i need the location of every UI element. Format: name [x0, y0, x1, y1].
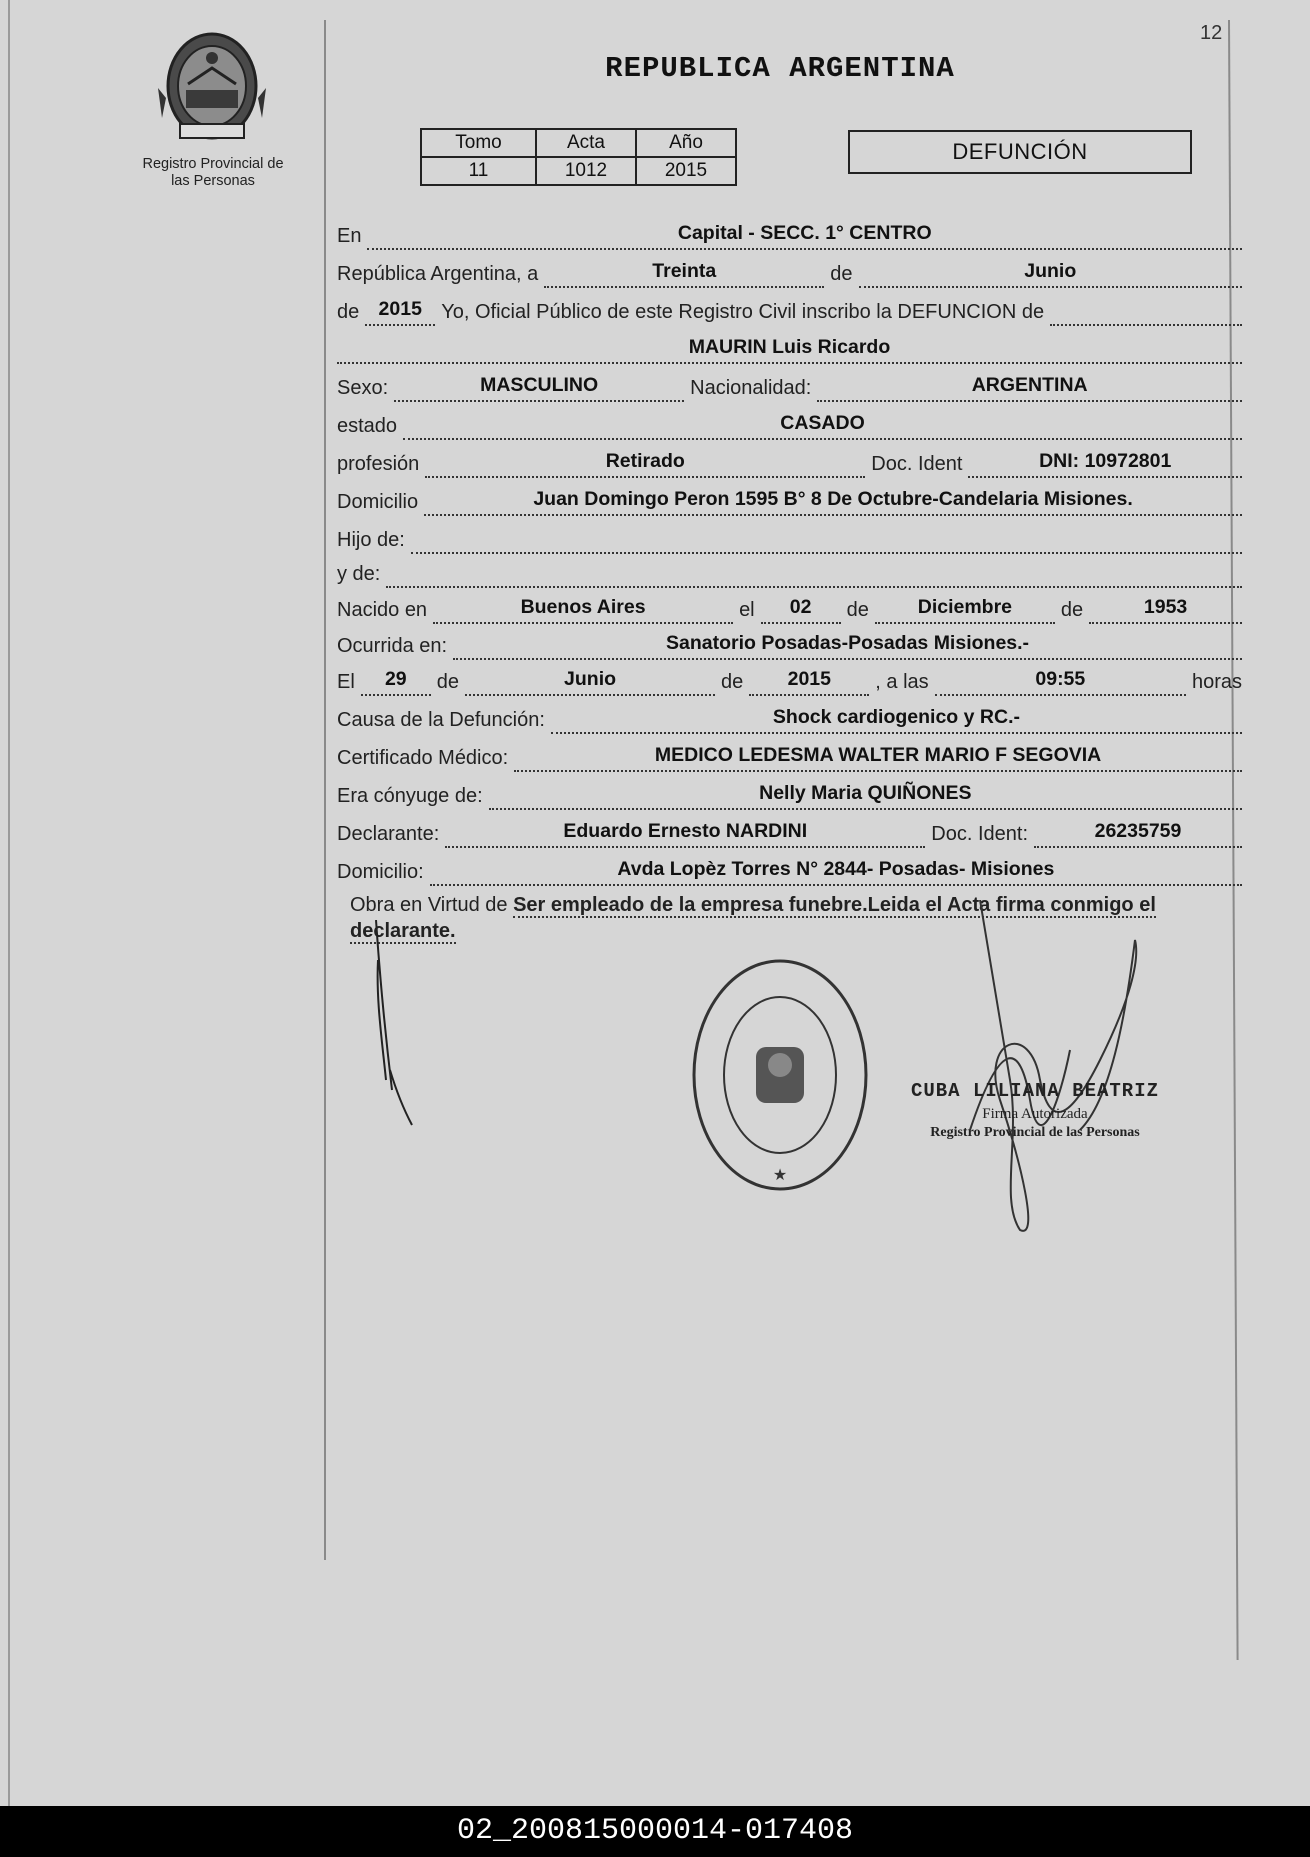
svg-text:★: ★ [772, 1165, 788, 1184]
signer-org: Registro Provincial de las Personas [930, 1125, 1140, 1140]
ocurrida-label: Ocurrida en: [337, 635, 448, 657]
doc2-field: 26235759 [1034, 820, 1242, 848]
yde-label: y de: [337, 563, 381, 585]
mes-field: Junio [859, 260, 1243, 288]
anio-header: Año [636, 129, 736, 157]
hijo-label: Hijo de: [337, 529, 405, 551]
doc-ident-field: DNI: 10972801 [968, 450, 1242, 478]
logo-caption-line1: Registro Provincial de [142, 156, 284, 172]
dia-letras-field: Treinta [544, 260, 824, 288]
row-inscribo [337, 292, 1242, 326]
margin-line [324, 20, 326, 1560]
domicilio-field: Juan Domingo Peron 1595 B° 8 De Octubre-Candelaria Misiones. [424, 488, 1242, 516]
certificado-label: Certificado Médico: [337, 747, 509, 769]
seal-stamp-icon [690, 955, 870, 1195]
profesion-field: Retirado [425, 450, 865, 478]
def-hora-field: 09:55 [935, 668, 1186, 696]
el-label: el [739, 599, 755, 621]
yde-field [386, 583, 1242, 588]
conyuge-field: Nelly Maria QUIÑONES [489, 782, 1242, 810]
doc-type-box: DEFUNCIÓN [848, 130, 1192, 174]
nacido-dia-field: 02 [761, 596, 841, 624]
sexo-label: Sexo: [337, 377, 389, 399]
row-certificado [337, 738, 1242, 772]
def-anio-field: 2015 [749, 668, 869, 696]
acta-header: Acta [536, 129, 636, 157]
page-edge-left [8, 0, 10, 1806]
page-number: 12 [1200, 22, 1223, 44]
obra-text: Ser empleado de la empresa funebre.Leida el Acta firma conmigo el [513, 894, 1156, 916]
row-yde [337, 554, 1242, 588]
en-field: Capital - SECC. 1° CENTRO [367, 222, 1242, 250]
row-fecha [337, 254, 1242, 288]
row-nacido [337, 590, 1242, 624]
domicilio2-label: Domicilio: [337, 861, 424, 883]
inscribo-blank [1050, 321, 1242, 326]
registry-table [420, 128, 737, 186]
de-label-3: de [846, 599, 869, 621]
nacionalidad-label: Nacionalidad: [690, 377, 812, 399]
def-dia-field: 29 [361, 668, 431, 696]
ocurrida-field: Sanatorio Posadas-Posadas Misiones.- [453, 632, 1242, 660]
row-conyuge [337, 776, 1242, 810]
signer-block [900, 1080, 1170, 1141]
declarante-label: Declarante: [337, 823, 440, 845]
nacido-anio-field: 1953 [1089, 596, 1242, 624]
tomo-header: Tomo [421, 129, 536, 157]
obra-text2: declarante. [350, 920, 456, 942]
profesion-label: profesión [337, 453, 420, 475]
nacionalidad-field: ARGENTINA [817, 374, 1242, 402]
row-nombre [337, 330, 1242, 364]
obra-label: Obra en Virtud de [350, 894, 508, 916]
row-ocurrida [337, 626, 1242, 660]
def-mes-field: Junio [465, 668, 715, 696]
logo-caption [128, 156, 298, 190]
row-estado [337, 406, 1242, 440]
en-label: En [337, 225, 362, 247]
row-profesion [337, 444, 1242, 478]
row-causa [337, 700, 1242, 734]
row-en [337, 216, 1242, 250]
nacido-mes-field: Diciembre [875, 596, 1055, 624]
footer-code: 02_200815000014-017408 [0, 1806, 1310, 1857]
de-label-5: de [436, 671, 460, 693]
tomo-value: 11 [421, 157, 536, 185]
doc-ident-label: Doc. Ident [871, 453, 963, 475]
de-label-6: de [721, 671, 744, 693]
el2-label: El [337, 671, 355, 693]
logo-caption-line2: las Personas [171, 173, 255, 189]
domicilio2-field: Avda Lopèz Torres N° 2844- Posadas- Misiones [430, 858, 1242, 886]
nombre-field: MAURIN Luis Ricardo [337, 336, 1242, 364]
nacido-label: Nacido en [337, 599, 428, 621]
row-fecha-defuncion [337, 662, 1242, 696]
pen-stroke-icon [372, 920, 432, 1130]
signer-title: Firma Autorizada [982, 1106, 1088, 1122]
acta-value: 1012 [536, 157, 636, 185]
doc2-label: Doc. Ident: [931, 823, 1028, 845]
alas-label: , a las [875, 671, 929, 693]
horas-label: horas [1191, 671, 1242, 693]
declarante-field: Eduardo Ernesto NARDINI [445, 820, 925, 848]
de-label: de [830, 263, 853, 285]
row-sexo [337, 368, 1242, 402]
row-hijo [337, 520, 1242, 554]
certificado-field: MEDICO LEDESMA WALTER MARIO F SEGOVIA [514, 744, 1242, 772]
row-domicilio2 [337, 852, 1242, 886]
conyuge-label: Era cónyuge de: [337, 785, 483, 807]
republica-label: República Argentina, a [337, 263, 539, 285]
domicilio-label: Domicilio [337, 491, 419, 513]
causa-field: Shock cardiogenico y RC.- [551, 706, 1242, 734]
de-label-2: de [337, 301, 360, 323]
anio-field: 2015 [365, 298, 435, 326]
row-declarante [337, 814, 1242, 848]
estado-label: estado [337, 415, 398, 437]
estado-field: CASADO [403, 412, 1242, 440]
provincia-de-misiones-emblem-icon [158, 28, 266, 144]
sexo-field: MASCULINO [394, 374, 684, 402]
de-label-4: de [1060, 599, 1084, 621]
row-domicilio [337, 482, 1242, 516]
causa-label: Causa de la Defunción: [337, 709, 545, 731]
nacido-lugar-field: Buenos Aires [433, 596, 733, 624]
inscribo-label: Yo, Oficial Público de este Registro Civil inscribo la DEFUNCION de [441, 301, 1045, 323]
header-title: REPUBLICA ARGENTINA [605, 52, 955, 85]
anio-value: 2015 [636, 157, 736, 185]
signer-name: CUBA LILIANA BEATRIZ [910, 1080, 1160, 1102]
signature-icon [960, 900, 1160, 1240]
